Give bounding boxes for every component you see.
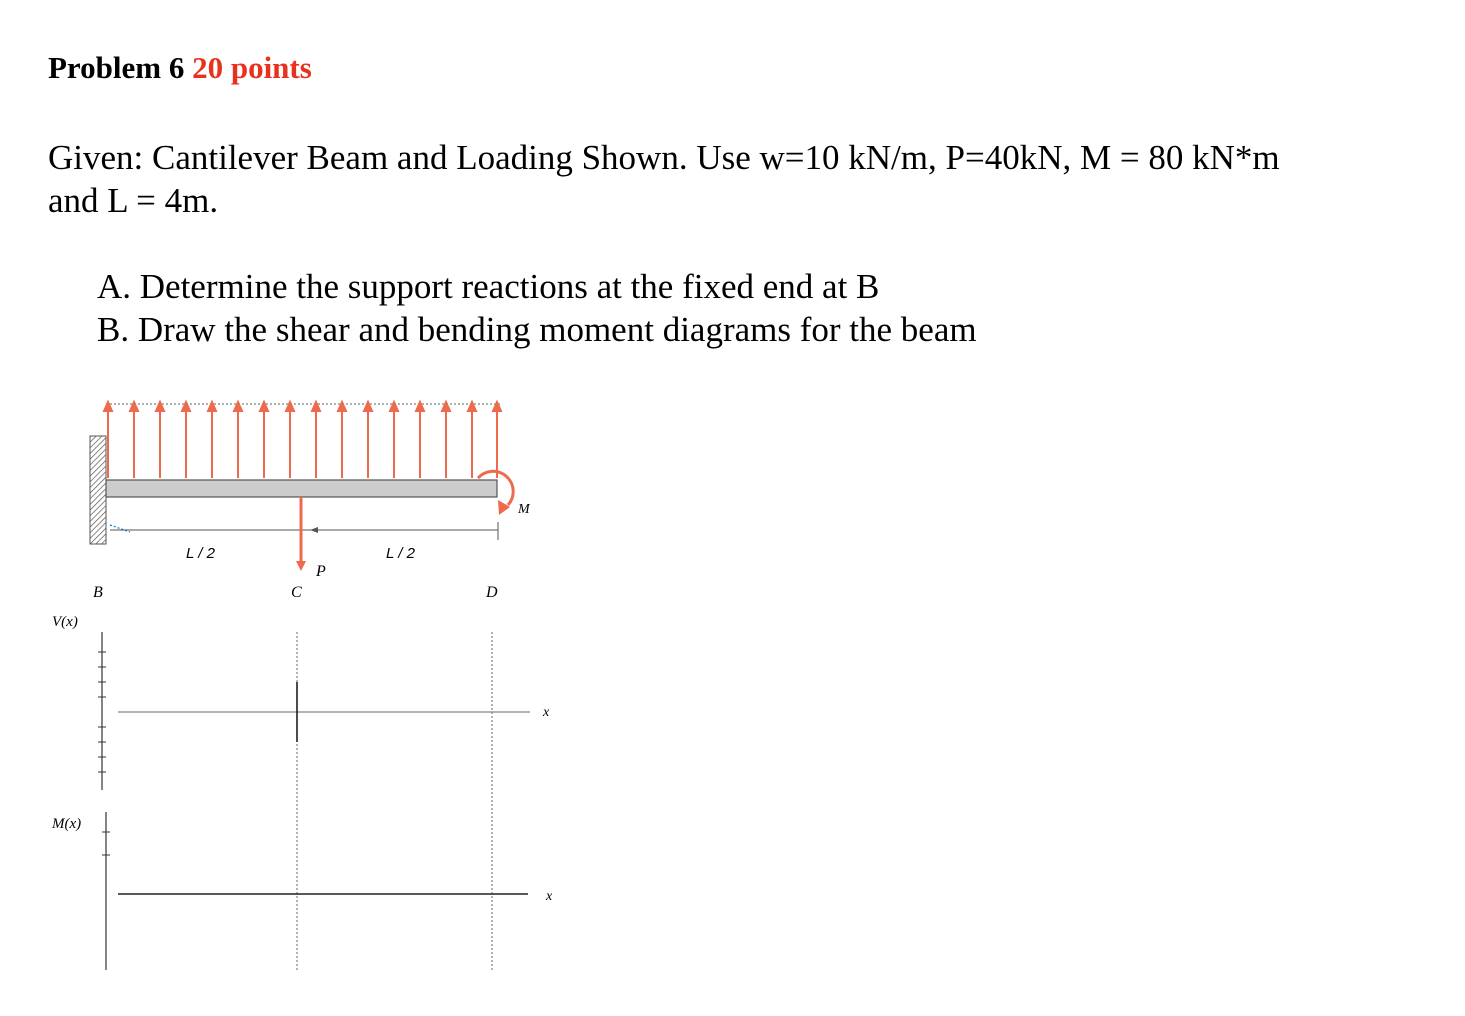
point-load-head — [296, 561, 306, 571]
moment-x-label: x — [546, 889, 553, 904]
point-load-label: P — [316, 563, 326, 580]
load-arrow — [338, 402, 346, 478]
problem-title: Problem 6 — [48, 50, 185, 85]
shear-x-label: x — [543, 705, 550, 720]
load-arrow — [416, 402, 424, 478]
load-arrow — [208, 402, 216, 478]
load-arrow — [286, 402, 294, 478]
given-line-2: and L = 4m. — [48, 181, 219, 220]
load-arrow — [442, 402, 450, 478]
fixed-support-wall — [90, 436, 106, 544]
load-arrow — [234, 402, 242, 478]
load-arrow — [156, 402, 164, 478]
span-left-label: L / 2 — [186, 545, 215, 562]
problem-points: 20 points — [192, 50, 312, 85]
point-d-label: D — [486, 584, 498, 601]
dimension-tick-left — [110, 525, 130, 532]
distributed-load — [104, 402, 501, 478]
load-arrow — [364, 402, 372, 478]
load-arrow — [130, 402, 138, 478]
beam — [106, 480, 497, 497]
task-b: B. Draw the shear and bending moment diagrams for the beam — [97, 310, 977, 349]
load-arrow — [260, 402, 268, 478]
moment-axis-label: M(x) — [52, 816, 82, 832]
moment-label: M — [518, 502, 530, 517]
dimension-arrowhead — [310, 527, 318, 533]
load-arrow — [312, 402, 320, 478]
span-right-label: L / 2 — [386, 545, 415, 562]
point-b-label: B — [93, 584, 103, 601]
task-a: A. Determine the support reactions at the fixed end at B — [97, 267, 880, 306]
given-line-1: Given: Cantilever Beam and Loading Shown. Use w=10 kN/m, P=40kN, M = 80 kN*m — [48, 138, 1280, 177]
load-arrow — [182, 402, 190, 478]
load-arrow — [390, 402, 398, 478]
load-arrow — [493, 402, 501, 478]
moment-arrow-head — [498, 500, 510, 515]
point-c-label: C — [291, 584, 302, 601]
load-arrow — [468, 402, 476, 478]
shear-axis-label: V(x) — [52, 614, 78, 630]
